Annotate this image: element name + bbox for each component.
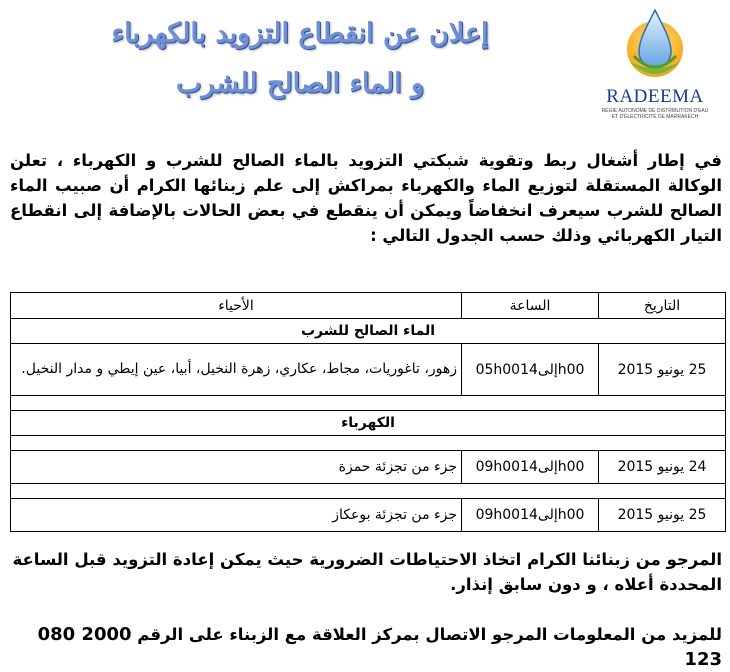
table-spacer	[11, 436, 726, 451]
row-date: 25 يونيو 2015	[599, 499, 726, 532]
water-drop-sun-icon	[624, 4, 686, 84]
table-header-row	[11, 293, 726, 319]
table-row	[11, 499, 726, 532]
contact-note	[10, 622, 722, 672]
header-date: التاريخ	[599, 293, 726, 319]
row-date: 24 يونيو 2015	[599, 451, 726, 484]
table-row	[11, 451, 726, 484]
row-hour: 09h00إلى14h00	[462, 499, 599, 532]
table-spacer	[11, 396, 726, 411]
intro-paragraph: في إطار أشغال ربط وتقوية شبكتي التزويد بالماء الصالح للشرب و الكهرباء ، تعلن الوكالة المستقلة لتوزيع الماء والكهرباء بمراكش إلى علم زبنائها الكرام أن صبيب الماء الصالح للشرب سيعرف انخفاضاً ويمكن أن ينقطع في بعض الحالات بالإضافة إلى انقطاع التيار الكهربائي وذلك حسب الجدول التالي :	[10, 151, 722, 245]
contact-text: للمزيد من المعلومات المرجو الاتصال بمركز العلاقة مع الزبناء على الرقم	[137, 625, 722, 644]
phone-number: 080 2000 123	[37, 624, 722, 670]
row-hour: 09h00إلى14h00	[462, 451, 599, 484]
section-electricity-title: الكهرباء	[11, 411, 726, 436]
precaution-note: المرجو من زبنائنا الكرام اتخاذ الاحتياطات الضرورية حيث يمكن إعادة التزويد قبل الساعة المحددة أعلاه ، و دون سابق إنذار.	[12, 550, 722, 594]
schedule-table	[10, 292, 726, 532]
header-hour: الساعة	[462, 293, 599, 319]
header-areas: الأحياء	[11, 293, 462, 319]
section-electricity-row	[11, 411, 726, 436]
page-title-line1: إعلان عن انقطاع التزويد بالكهرباء	[111, 18, 489, 49]
row-areas: جزء من تجزئة حمزة	[11, 451, 462, 484]
row-areas: زهور، تاغوريات، مجاط، عكاري، زهرة النخيل، أبيا، عين إيطي و مدار النخيل.	[11, 344, 462, 396]
row-hour: 05h00إلى14h00	[462, 344, 599, 396]
section-water-title: الماء الصالح للشرب	[11, 319, 726, 344]
page-title-line2: و الماء الصالح للشرب	[175, 68, 425, 99]
table-spacer	[11, 484, 726, 499]
row-date: 25 يونيو 2015	[599, 344, 726, 396]
row-areas: جزء من تجزئة بوعكاز	[11, 499, 462, 532]
logo-name: RADEEMA	[606, 86, 704, 107]
logo-tagline: RÉGIE AUTONOME DE DISTRIBUTION D'EAU ET D'ÉLECTRICITÉ DE MARRAKECH	[601, 108, 709, 120]
radeema-logo	[585, 4, 725, 122]
section-water-row	[11, 319, 726, 344]
table-row	[11, 344, 726, 396]
